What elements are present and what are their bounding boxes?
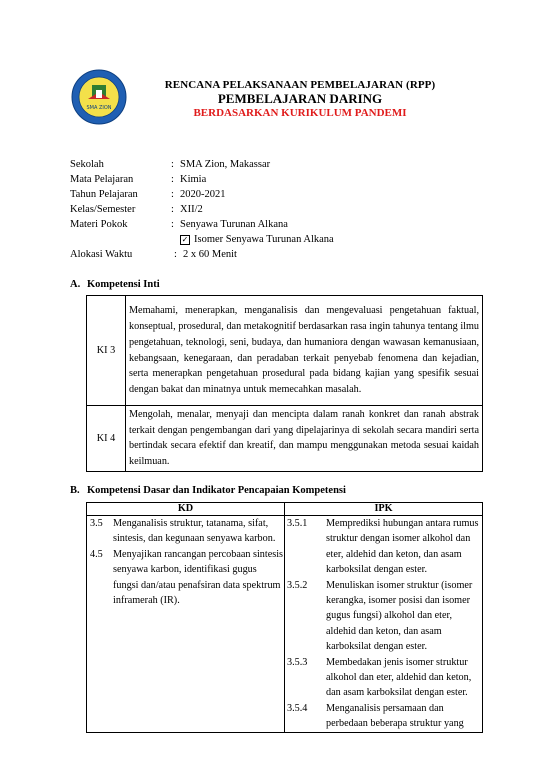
document-curriculum: BERDASARKAN KURIKULUM PANDEMI [193, 107, 407, 119]
document-title: RENCANA PELAKSANAAN PEMBELAJARAN (RPP) [164, 79, 436, 91]
table-row [87, 406, 483, 472]
list-item: 4.5 Menyajikan rancangan percobaan sintesis senyawa karbon, identifikasi gugus fungsi dan/atau penafsiran data spektrum inframerah (IR). [90, 548, 284, 607]
ipk-header: IPK [285, 503, 483, 516]
list-item: 3.5.4 Menganalisis persamaan dan perbedaan beberapa struktur yang [287, 702, 464, 730]
ki-label: KI 4 [87, 406, 126, 472]
table-row [87, 296, 483, 406]
ki-table [86, 295, 483, 472]
kd-cell [87, 516, 285, 733]
logo-text: SMA ZION [86, 105, 112, 111]
document-subtitle: PEMBELAJARAN DARING [217, 91, 383, 106]
ki-label: KI 3 [87, 296, 126, 406]
document-page: SMA ZION RENCANA PELAKSANAAN PEMBELAJARAN (RPP) PEMBELAJARAN DARING BERDASARKAN KURIKULUM PANDEMI Sekolah : SMA Zion, Makassar Mata Pelajaran : Kimia Tahun Pelajaran : 2020-2021 Kelas/Semester : XII/2 Materi Pokok : Senyawa Turunan Alkana ✓ Isomer Senyawa Turunan Alkana Alokasi Waktu : 2 x 60 Menit A. Kompetensi Inti KI 3 Memahami, menerapkan, menganalisis dan mengevaluasi pengetahuan faktual, konseptual, prosedural, dan metakognitif berdasarkan rasa ingin tahunya tentang ilmu pengetahuan, teknologi, seni, budaya, dan humaniora dengan wawasan kemanusiaan, kebangsaan, kenegaraan, dan peradaban terkait penyebab fenomena dan kejadian, serta menerapkan pengetahuan prosedural pada bidang kajian yang spesifik sesuai dengan bakat dan minatnya untuk memecahkan masalah. KI 4 Mengolah, menalar, menyaji dan mencipta dalam ranah konkret dan ranah abstrak terkait dengan pengembangan dari yang dipelajarinya di sekolah secara mandiri serta bertindak secara efektif dan kreatif, dan mampu menggunakan metoda sesuai kaidah keilmuan. B. Kompetensi Dasar dan Indikator Pencapaian Kompetensi KD IPK 3.5 Menganalisis struktur, tatanama, sifat, sintesis, dan kegunaan senyawa karbon. 4.5 Menyajikan rancangan percobaan sintesis senyawa karbon, identifikasi gugus fungsi dan/atau penafsiran data spektrum inframerah (IR). 3.5.1 Memprediksi hubungan antara rumus struktur dengan isomer alkohol dan eter, aldehid dan keton, dan asam karboksilat dengan ester. 3.5.2 Menuliskan isomer struktur (isomer kerangka, isomer posisi dan isomer gugus fungsi) alkohol dan eter, aldehid dan keton, dan asam karboksilat dengan ester. 3.5.3 Membedakan jenis isomer struktur alkohol dan eter, aldehid dan keton, dan asam karboksilat dengan ester. 3.5.4 Menganalisis persamaan dan perbedaan beberapa struktur yang [0, 0, 550, 777]
ki-text: Mengolah, menalar, menyaji dan mencipta dalam ranah konkret dan ranah abstrak terkait dengan pengembangan dari yang dipelajarinya di sekolah secara mandiri serta bertindak secara efektif dan kreatif, dan mampu menggunakan metoda sesuai kaidah keilmuan. [126, 406, 483, 472]
list-item: 3.5.3 Membedakan jenis isomer struktur alkohol dan eter, aldehid dan keton, dan asam karboksilat dengan ester. [287, 656, 472, 699]
section-b-heading: B. Kompetensi Dasar dan Indikator Pencapaian Kompetensi [70, 485, 346, 496]
kd-ipk-table [86, 502, 483, 733]
list-item: 3.5.1 Memprediksi hubungan antara rumus struktur dengan isomer alkohol dan eter, aldehid dan keton, dan asam karboksilat dengan ester. [287, 518, 479, 576]
ipk-cell [285, 516, 483, 733]
ki-text: Memahami, menerapkan, menganalisis dan mengevaluasi pengetahuan faktual, konseptual, prosedural, dan metakognitif berdasarkan rasa ingin tahunya tentang ilmu pengetahuan, teknologi, seni, budaya, dan humaniora dengan wawasan kemanusiaan, kebangsaan, kenegaraan, dan peradaban terkait penyebab fenomena dan kejadian, serta menerapkan pengetahuan prosedural pada bidang kajian yang spesifik sesuai dengan bakat dan minatnya untuk memecahkan masalah. [126, 296, 483, 406]
kd-header: KD [87, 503, 285, 516]
list-item: 3.5.2 Menuliskan isomer struktur (isomer kerangka, isomer posisi dan isomer gugus fungsi) alkohol dan eter, aldehid dan keton, dan asam karboksilat dengan ester. [287, 579, 473, 653]
checkbox-icon: ✓ [181, 235, 189, 244]
section-a-heading: A. Kompetensi Inti [70, 279, 160, 290]
list-item: 3.5 Menganalisis struktur, tatanama, sifat, sintesis, dan kegunaan senyawa karbon. [90, 518, 276, 545]
table-row [87, 516, 483, 733]
